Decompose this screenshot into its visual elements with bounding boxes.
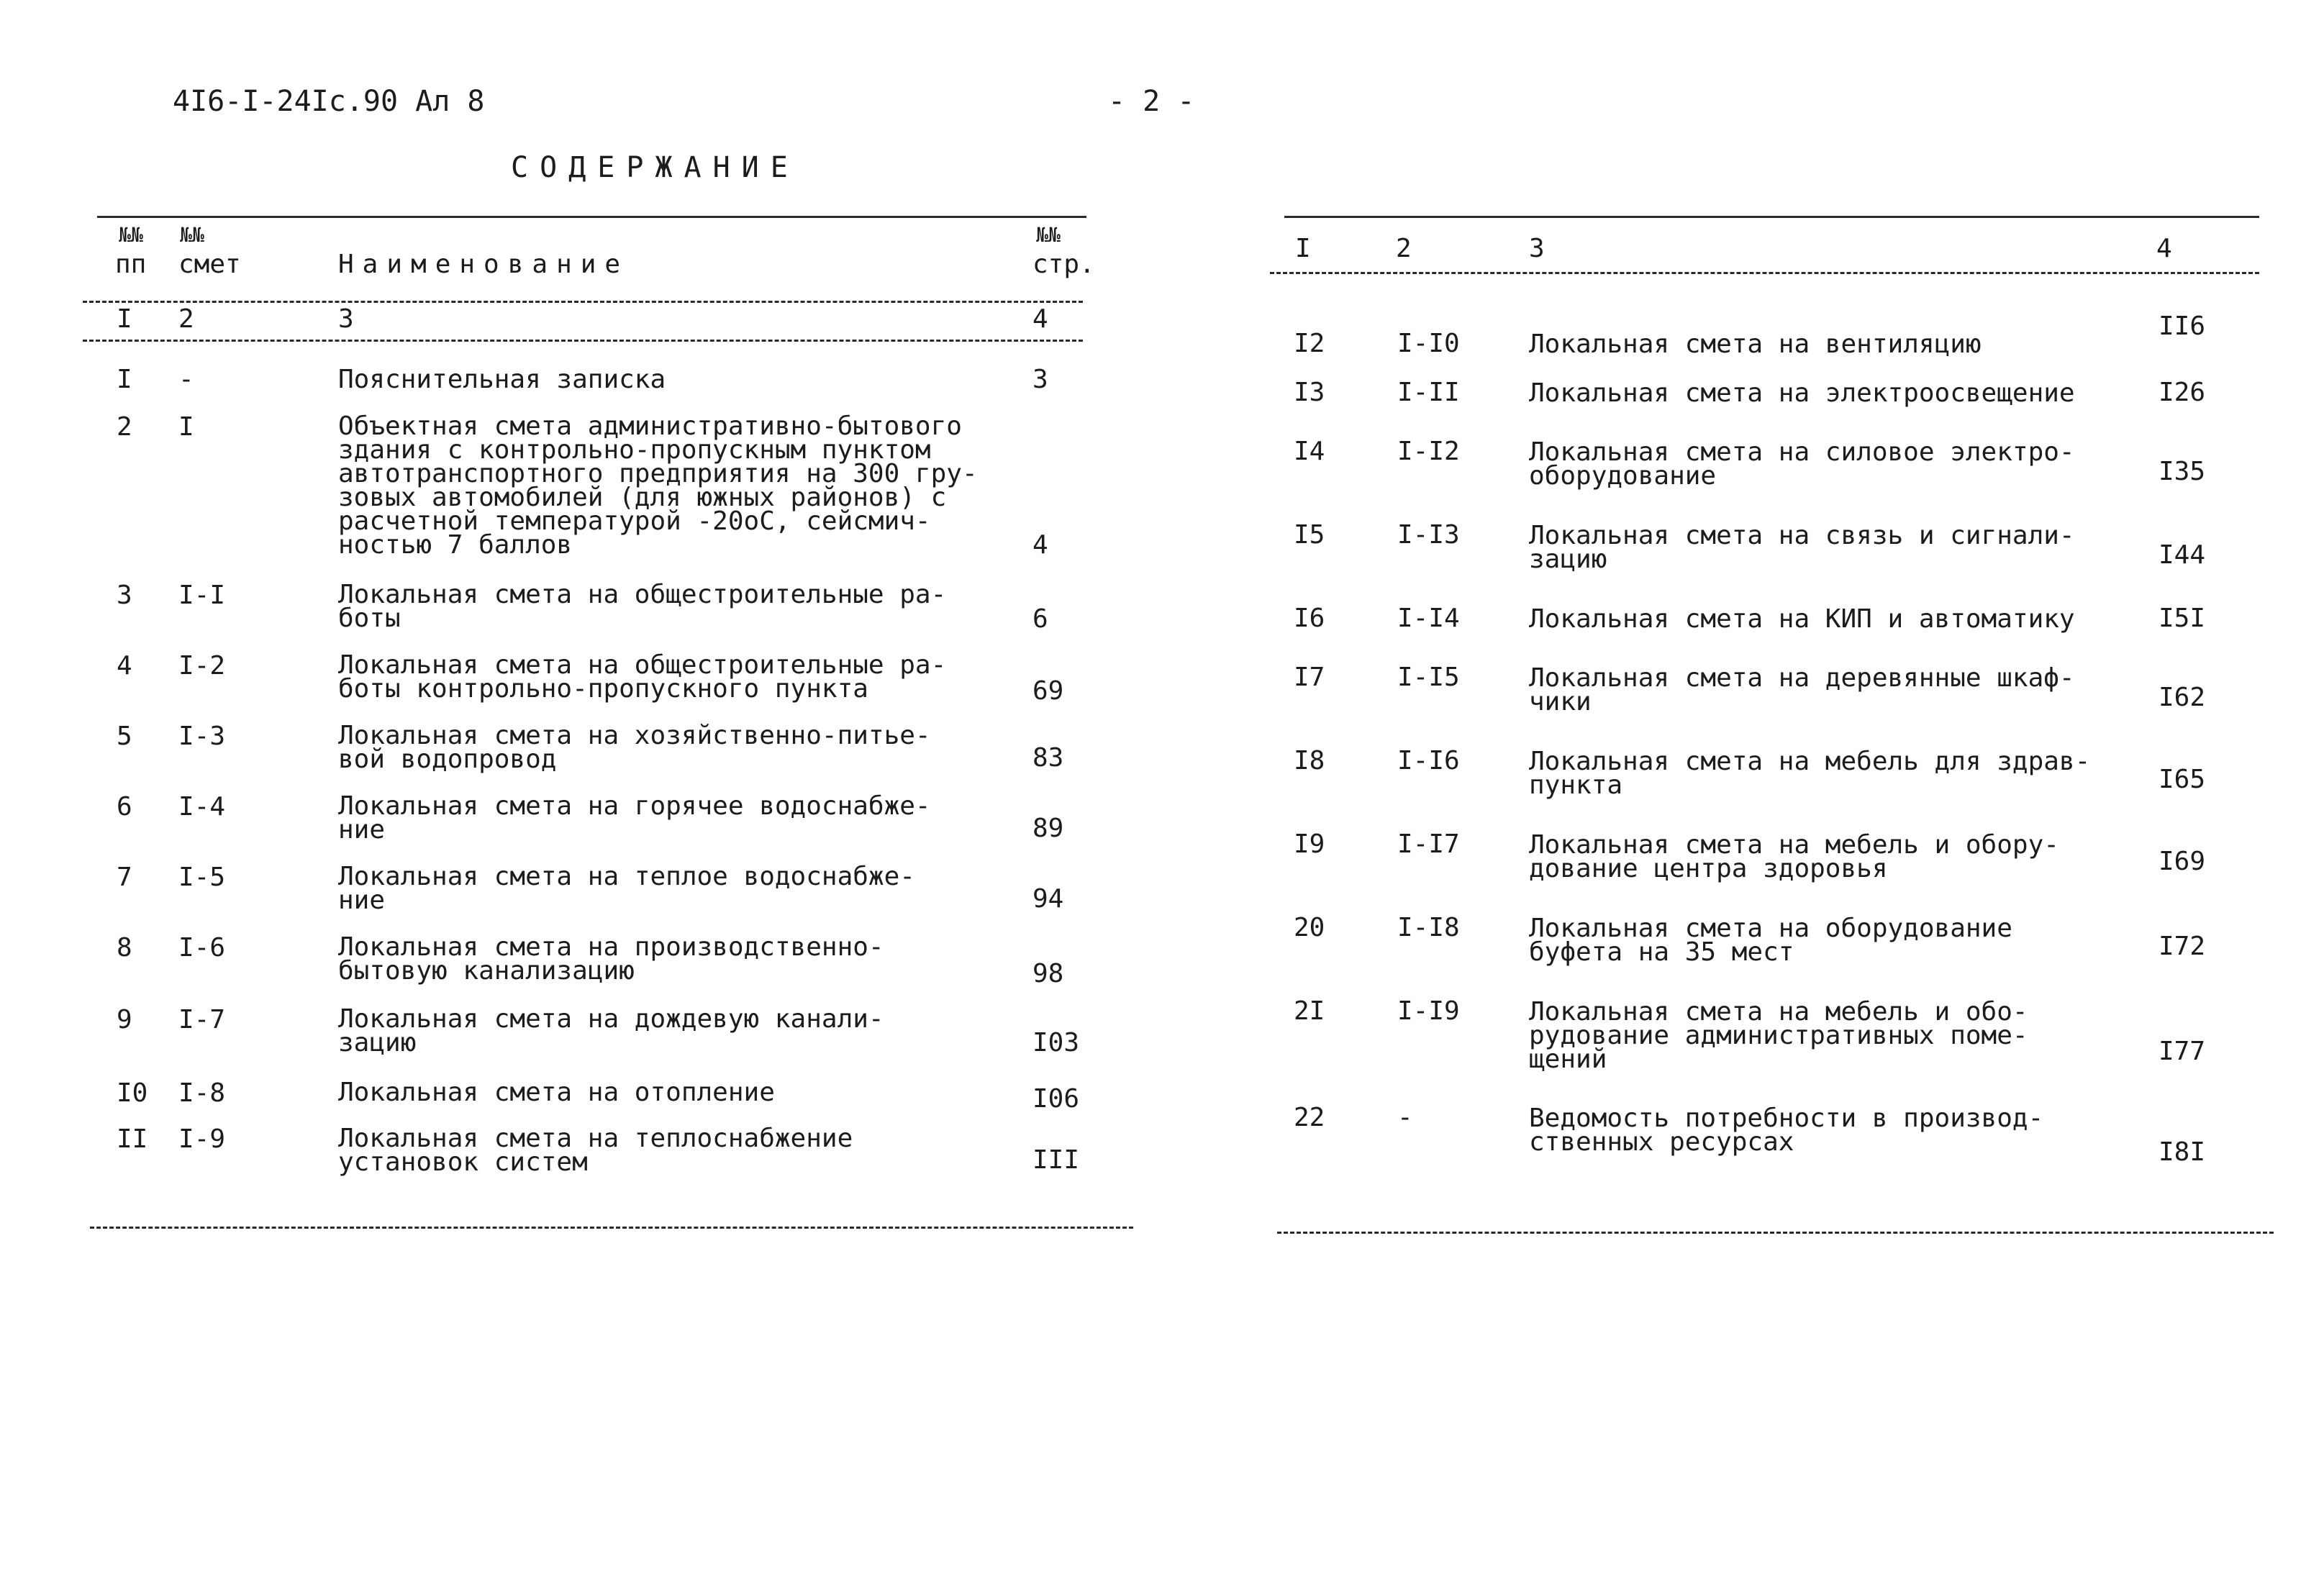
row-page: I69	[2159, 847, 2206, 876]
row-number: I	[117, 365, 132, 394]
row-page: I72	[2159, 932, 2206, 961]
row-number: 6	[117, 792, 132, 822]
row-number: I7	[1294, 663, 1325, 692]
estimate-number: I-7	[178, 1005, 226, 1034]
row-number: 20	[1294, 913, 1325, 942]
row-page: I5I	[2159, 604, 2206, 633]
header-n-smet: №№	[180, 223, 204, 247]
row-page: I06	[1032, 1084, 1080, 1114]
estimate-number: I	[178, 412, 194, 442]
row-name: Пояснительная записка	[338, 365, 666, 394]
row-page: I03	[1032, 1028, 1080, 1057]
row-name: Локальная смета на теплоснабжение установок систем	[338, 1124, 853, 1177]
page-number: - 2 -	[1108, 85, 1195, 118]
estimate-number: I-I	[178, 581, 226, 610]
row-name: Локальная смета на связь и сигнали- зацию	[1529, 521, 2075, 574]
header-n-smet-label: смет	[178, 250, 241, 279]
estimate-number: I-I0	[1397, 329, 1460, 358]
row-page: I26	[2159, 378, 2206, 407]
row-number: 9	[117, 1005, 132, 1034]
row-number: I4	[1294, 437, 1325, 466]
row-number: I6	[1294, 604, 1325, 633]
row-name: Ведомость потребности в производ- ственных ресурсах	[1529, 1104, 2044, 1157]
estimate-number: I-I8	[1397, 913, 1460, 942]
estimate-number: I-II	[1397, 378, 1460, 407]
colnum-2: 2	[178, 304, 194, 334]
row-page: 69	[1032, 676, 1064, 706]
colnum-4: 4	[1032, 304, 1048, 334]
row-name: Локальная смета на вентиляцию	[1529, 329, 1982, 359]
colnum-1: I	[117, 304, 132, 334]
colnum-1: I	[1295, 234, 1311, 263]
row-name: Локальная смета на теплое водоснабже- ние	[338, 862, 915, 915]
left-header-rule	[83, 301, 1083, 303]
colnum-3: 3	[338, 304, 354, 334]
estimate-number: I-3	[178, 722, 226, 751]
row-number: I3	[1294, 378, 1325, 407]
row-page: II6	[2159, 311, 2206, 341]
header-page: №№	[1036, 223, 1061, 247]
row-page: 89	[1032, 814, 1064, 843]
row-number: 22	[1294, 1103, 1325, 1132]
estimate-number: I-I7	[1397, 829, 1460, 859]
row-page: I62	[2159, 683, 2206, 712]
right-bottom-rule	[1277, 1232, 2274, 1234]
row-number: I8	[1294, 746, 1325, 775]
colnum-3: 3	[1529, 234, 1545, 263]
colnum-2: 2	[1396, 234, 1412, 263]
header-n-pp-label: пп	[115, 250, 147, 279]
left-colnum-rule	[83, 340, 1083, 342]
estimate-number: I-I4	[1397, 604, 1460, 633]
row-name: Локальная смета на общестроительные ра- боты	[338, 580, 947, 633]
estimate-number: I-5	[178, 863, 226, 892]
row-name: Локальная смета на мебель для здрав- пункта	[1529, 747, 2091, 800]
colnum-4: 4	[2156, 234, 2172, 263]
row-page: 4	[1032, 530, 1048, 560]
row-page: I44	[2159, 540, 2206, 570]
estimate-number: I-I5	[1397, 663, 1460, 692]
row-number: I0	[117, 1078, 148, 1108]
estimate-number: -	[1397, 1103, 1413, 1132]
estimate-number: I-2	[178, 651, 226, 681]
row-page: I77	[2159, 1037, 2206, 1066]
left-bottom-rule	[90, 1227, 1133, 1229]
row-name: Локальная смета на дождевую канали- зацию	[338, 1004, 884, 1057]
document-code: 4I6-I-24Ic.90 Ал 8	[173, 85, 485, 118]
row-page: III	[1032, 1145, 1080, 1175]
row-name: Локальная смета на силовое электро- оборудование	[1529, 437, 2075, 491]
row-number: I5	[1294, 520, 1325, 550]
left-table-top-rule	[97, 216, 1086, 218]
estimate-number: I-8	[178, 1078, 226, 1108]
row-name: Локальная смета на общестроительные ра- боты контрольно-пропускного пункта	[338, 650, 947, 704]
estimate-number: I-I3	[1397, 520, 1460, 550]
row-page: 6	[1032, 604, 1048, 634]
row-number: 2I	[1294, 996, 1325, 1026]
row-name: Локальная смета на производственно- бытовую канализацию	[338, 932, 884, 986]
estimate-number: I-4	[178, 792, 226, 822]
row-page: I35	[2159, 457, 2206, 486]
right-colnum-rule	[1270, 272, 2259, 274]
row-name: Локальная смета на мебель и обору- дование центра здоровья	[1529, 830, 2059, 883]
row-page: I8I	[2159, 1137, 2206, 1167]
row-number: 2	[117, 412, 132, 442]
row-name: Локальная смета на хозяйственно-питье- вой водопровод	[338, 721, 931, 774]
row-name: Локальная смета на мебель и обо- рудование административных поме- щений	[1529, 997, 2028, 1074]
row-number: 7	[117, 863, 132, 892]
header-name: Наименование	[338, 250, 630, 279]
estimate-number: -	[178, 365, 194, 394]
row-page: 94	[1032, 884, 1064, 914]
header-n-pp: №№	[119, 223, 143, 247]
row-name: Локальная смета на отопление	[338, 1078, 775, 1107]
row-page: 98	[1032, 959, 1064, 988]
row-name: Локальная смета на горячее водоснабже- ние	[338, 791, 931, 845]
estimate-number: I-I6	[1397, 746, 1460, 775]
row-number: I2	[1294, 329, 1325, 358]
estimate-number: I-I2	[1397, 437, 1460, 466]
estimate-number: I-I9	[1397, 996, 1460, 1026]
estimate-number: I-6	[178, 933, 226, 963]
row-name: Объектная смета административно-бытового здания с контрольно-пропускным пунктом автотранспортного предприятия на 300 гру- зовых автомобилей (для южных районов) с расчетной температурой -20оС, сейсмич- ностью 7 баллов	[338, 411, 978, 560]
row-number: 5	[117, 722, 132, 751]
row-page: 3	[1032, 365, 1048, 394]
row-number: 4	[117, 651, 132, 681]
row-page: I65	[2159, 765, 2206, 794]
estimate-number: I-9	[178, 1124, 226, 1154]
row-name: Локальная смета на электроосвещение	[1529, 378, 2075, 408]
row-name: Локальная смета на КИП и автоматику	[1529, 604, 2075, 634]
header-page-label: стр.	[1032, 250, 1095, 279]
right-table-top-rule	[1284, 216, 2259, 218]
row-page: 83	[1032, 743, 1064, 773]
row-name: Локальная смета на деревянные шкаф- чики	[1529, 663, 2075, 717]
page-title: СОДЕРЖАНИЕ	[511, 151, 799, 184]
row-number: I9	[1294, 829, 1325, 859]
row-number: 3	[117, 581, 132, 610]
row-number: 8	[117, 933, 132, 963]
row-name: Локальная смета на оборудование буфета на 35 мест	[1529, 914, 2012, 967]
row-number: II	[117, 1124, 148, 1154]
